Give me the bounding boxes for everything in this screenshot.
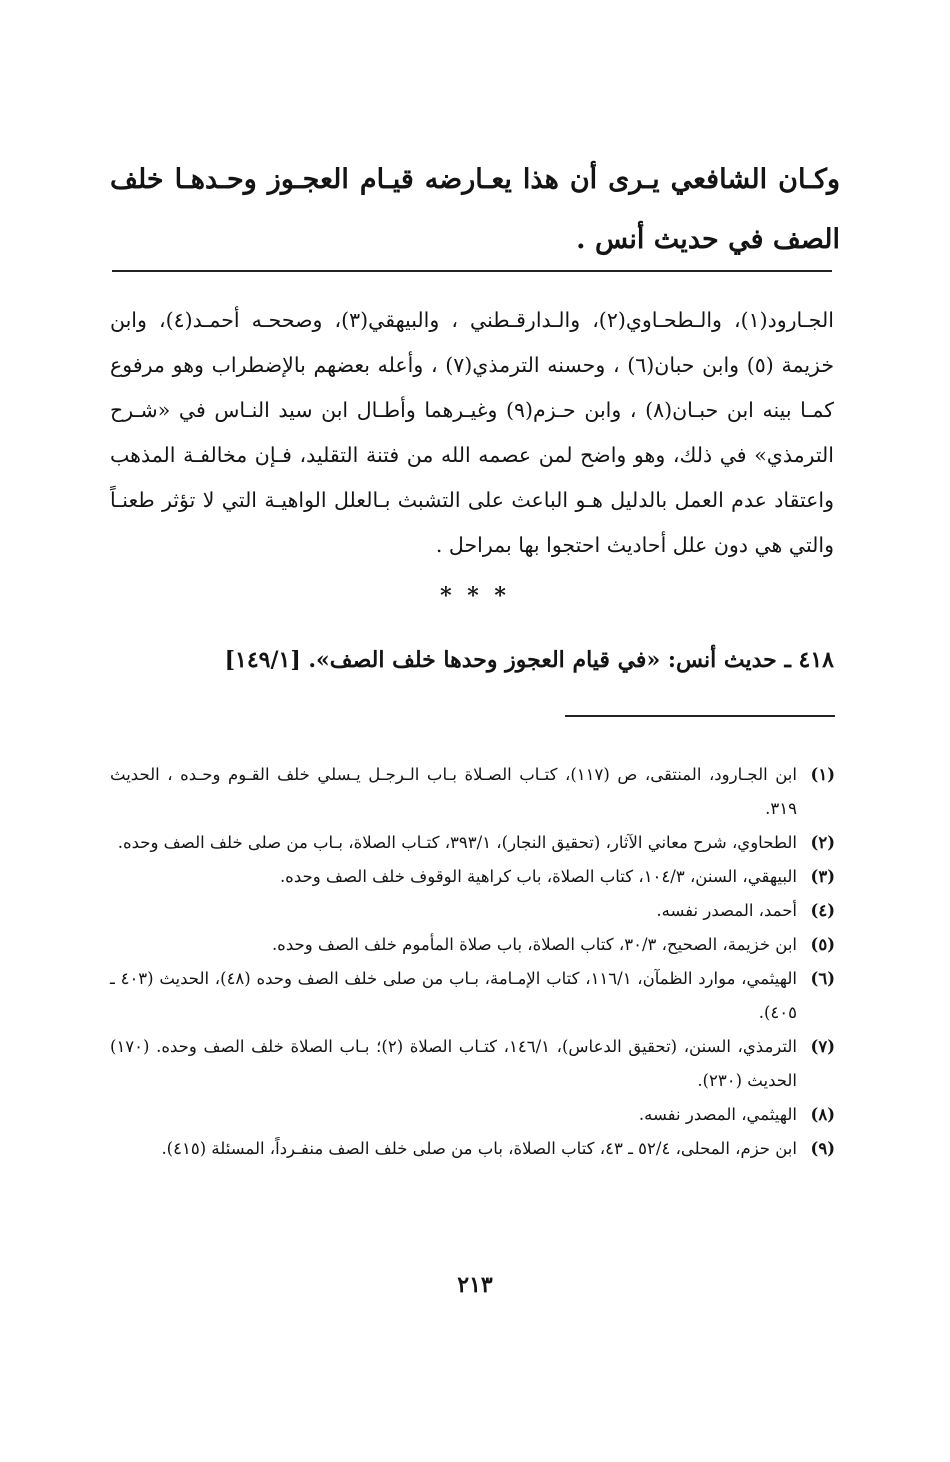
top-divider [112, 270, 832, 272]
footnote-text: الطحاوي، شرح معاني الآثار، (تحقيق النجار)، ٣٩٣/١، كتـاب الصلاة، بـاب من صلى خلف الصف وحده. [117, 833, 797, 852]
hadith-heading: ٤١٨ ـ حديث أنس: «في قيام العجوز وحدها خلف الصف». [١٤٩/١] [224, 647, 834, 673]
footnote-text: الترمذي، السنن، (تحقيق الدعاس)، ١٤٦/١، كتـاب الصلاة (٢)؛ بـاب الصلاة خلف الصف وحده. (١٧٠) الحديث (٢٣٠). [110, 1037, 797, 1090]
footnote-number: (٤) [810, 901, 835, 920]
footnote-item [110, 962, 835, 1030]
footnote-text: الهيثمي، المصدر نفسه. [638, 1105, 797, 1124]
footnote-number: (٧) [810, 1037, 835, 1056]
footnote-text: ابن خزيمة، الصحيح، ٣٠/٣، كتاب الصلاة، باب صلاة المأموم خلف الصف وحده. [271, 935, 797, 954]
footnote-divider [565, 715, 835, 717]
footnotes-list [110, 758, 835, 1166]
footnote-item [110, 758, 835, 826]
footnote-text: أحمد، المصدر نفسه. [656, 901, 797, 920]
footnote-item [110, 1098, 835, 1132]
page-number: ٢١٣ [457, 1272, 493, 1298]
footnote-text: ابن الجـارود، المنتقى، ص (١١٧)، كتـاب الصـلاة بـاب الـرجـل يـسلي خلف القـوم وحـده ، الحديث ٣١٩. [110, 765, 797, 818]
footnote-item [110, 894, 835, 928]
footnote-text: البيهقي، السنن، ١٠٤/٣، كتاب الصلاة، باب كراهية الوقوف خلف الصف وحده. [279, 867, 797, 886]
intro-paragraph: وكـان الشافعي يـرى أن هذا يعـارضه قيـام العجـوز وحـدهـا خلف الصف في حديث أنس . [110, 164, 840, 255]
footnote-number: (١) [810, 765, 835, 784]
footnote-item [110, 1030, 835, 1098]
body-paragraph: الجـارود(١)، والـطحـاوي(٢)، والـدارقـطني ، والبيهقي(٣)، وصححـه أحمـد(٤)، وابن خزيمة (٥) وابن حبان(٦) ، وحسنه الترمذي(٧) ، وأعله بعضهم بالإضطراب وهو مرفوع كمـا بينه ابن حبـان(٨) ، وابن حـزم(٩) وغيـرهما وأطـال ابن سيد النـاس في «شـرح الترمذي» في ذلك، وهو واضح لمن عصمه الله من فتنة التقليد، فـإن مخالفـة المذهب واعتقاد عدم العمل بالدليل هـو الباعث على التشبث بـالعلل الواهيـة التي لا تؤثر طعنـاً والتي هي دون علل أحاديث احتجوا بها بمراحل . [110, 308, 835, 557]
footnote-text: الهيثمي، موارد الظمآن، ١١٦/١، كتاب الإمـامة، بـاب من صلى خلف الصف وحده (٤٨)، الحديث (٤٠٣ ـ ٤٠٥). [110, 969, 797, 1022]
footnote-item [110, 860, 835, 894]
footnote-number: (٨) [810, 1105, 835, 1124]
footnote-number: (٥) [810, 935, 835, 954]
footnote-item [110, 1132, 835, 1166]
footnote-item [110, 826, 835, 860]
footnote-text: ابن حزم، المحلى، ٥٢/٤ ـ ٤٣، كتاب الصلاة، باب من صلى خلف الصف منفـرداً، المسئلة (٤١٥). [161, 1139, 797, 1158]
section-separator: * * * [440, 583, 510, 609]
footnote-number: (٩) [810, 1139, 835, 1158]
footnote-number: (٣) [810, 867, 835, 886]
footnote-number: (٢) [810, 833, 835, 852]
footnote-number: (٦) [810, 969, 835, 988]
footnote-item [110, 928, 835, 962]
